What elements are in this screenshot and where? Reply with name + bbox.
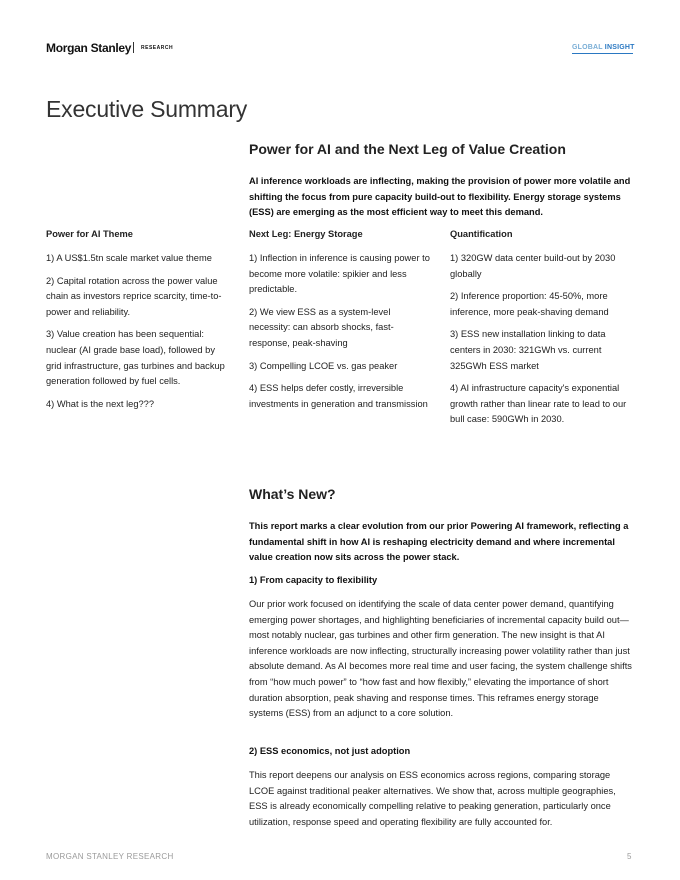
column-next-leg bbox=[249, 229, 434, 419]
list-item: 1) 320GW data center build-out by 2030 globally bbox=[450, 253, 616, 279]
list-item: 4) ESS helps defer costly, irreversible investments in generation and transmission bbox=[249, 383, 428, 409]
subheading-capacity-flexibility: 1) From capacity to flexibility bbox=[249, 575, 378, 585]
list-item: 3) Compelling LCOE vs. gas peaker bbox=[249, 360, 398, 371]
list-item: 3) ESS new installation linking to data centers in 2030: 321GWh vs. current 325GWh ESS market bbox=[450, 329, 606, 371]
list-item: 2) Capital rotation across the power value chain as investors reprice scarcity, time-to-power and reliability. bbox=[46, 275, 222, 317]
logo-divider bbox=[133, 42, 134, 53]
subheading-ess-economics: 2) ESS economics, not just adoption bbox=[249, 746, 411, 756]
insight-word-a: GLOBAL bbox=[572, 44, 603, 51]
column-heading: Power for AI Theme bbox=[46, 229, 133, 239]
list-item: 3) Value creation has been sequential: nuclear (AI grade base load), followed by grid infrastructure, gas turbines and backup generation followed by fuel cells. bbox=[46, 329, 225, 387]
page-number: 5 bbox=[627, 852, 632, 861]
list-item: 2) Inference proportion: 45-50%, more inference, more peak-shaving demand bbox=[450, 291, 609, 317]
paragraph-capacity-flexibility: Our prior work focused on identifying the scale of data center power demand, quantifying emerging power shortages, and highlighting beneficiaries of incremental capacity build out—most notably nuclear, gas turbines and other firm generation. The new insight is that AI inference workloads are now inflecting, structurally increasing power volatility rather than just absolute demand. As AI becomes more real time and user facing, the system challenge shifts from “how much power” to “how fast and how flexibly,” elevating the importance of short duration absorption, peak shaving and response times. This reframes energy storage systems (ESS) from an adjunct to a core solution. bbox=[249, 599, 632, 719]
section1-title: Power for AI and the Next Leg of Value Creation bbox=[249, 141, 566, 157]
column-power-for-ai bbox=[46, 229, 231, 419]
list-item: 1) A US$1.5tn scale market value theme bbox=[46, 253, 212, 263]
section2-lead: This report marks a clear evolution from our prior Powering AI framework, reflecting a fundamental shift in how AI is reshaping electricity demand and where incremental value creation now sits across the power stack. bbox=[249, 521, 629, 563]
insight-word-b: INSIGHT bbox=[604, 44, 635, 51]
column-heading: Quantification bbox=[450, 229, 513, 239]
list-item: 2) We view ESS as a system-level necessity: can absorb shocks, fast-response, peak-shaving bbox=[249, 306, 394, 348]
paragraph-ess-economics: This report deepens our analysis on ESS economics across regions, comparing storage LCOE against traditional peaker alternatives. We show that, across multiple geographies, ESS is already economically compelling relative to peaking generation, particularly once utilization, response speed and operating flexibility are fully accounted for. bbox=[249, 770, 616, 827]
section1-lead: AI inference workloads are inflecting, making the provision of power more volatile and shifting the focus from pure capacity build-out to flexibility. Energy storage systems (ESS) are emerging as the most efficient way to meet this demand. bbox=[249, 176, 631, 218]
footer-label: MORGAN STANLEY RESEARCH bbox=[46, 852, 174, 861]
list-item: 4) AI infrastructure capacity's exponential growth rather than linear rate to lead to our bull case: 590GWh in 2030. bbox=[450, 383, 627, 425]
global-insight-label bbox=[572, 44, 635, 51]
column-quantification bbox=[450, 229, 635, 435]
page-title: Executive Summary bbox=[46, 96, 248, 122]
brand-logo: Morgan Stanley bbox=[46, 41, 132, 55]
global-insight-underline bbox=[572, 53, 633, 54]
column-heading: Next Leg: Energy Storage bbox=[249, 229, 363, 239]
list-item: 4) What is the next leg??? bbox=[46, 398, 155, 409]
brand-subtitle: RESEARCH bbox=[141, 45, 174, 51]
list-item: 1) Inflection in inference is causing power to become more volatile: spikier and less predictable. bbox=[249, 253, 430, 295]
section2-title: What’s New? bbox=[249, 486, 336, 502]
